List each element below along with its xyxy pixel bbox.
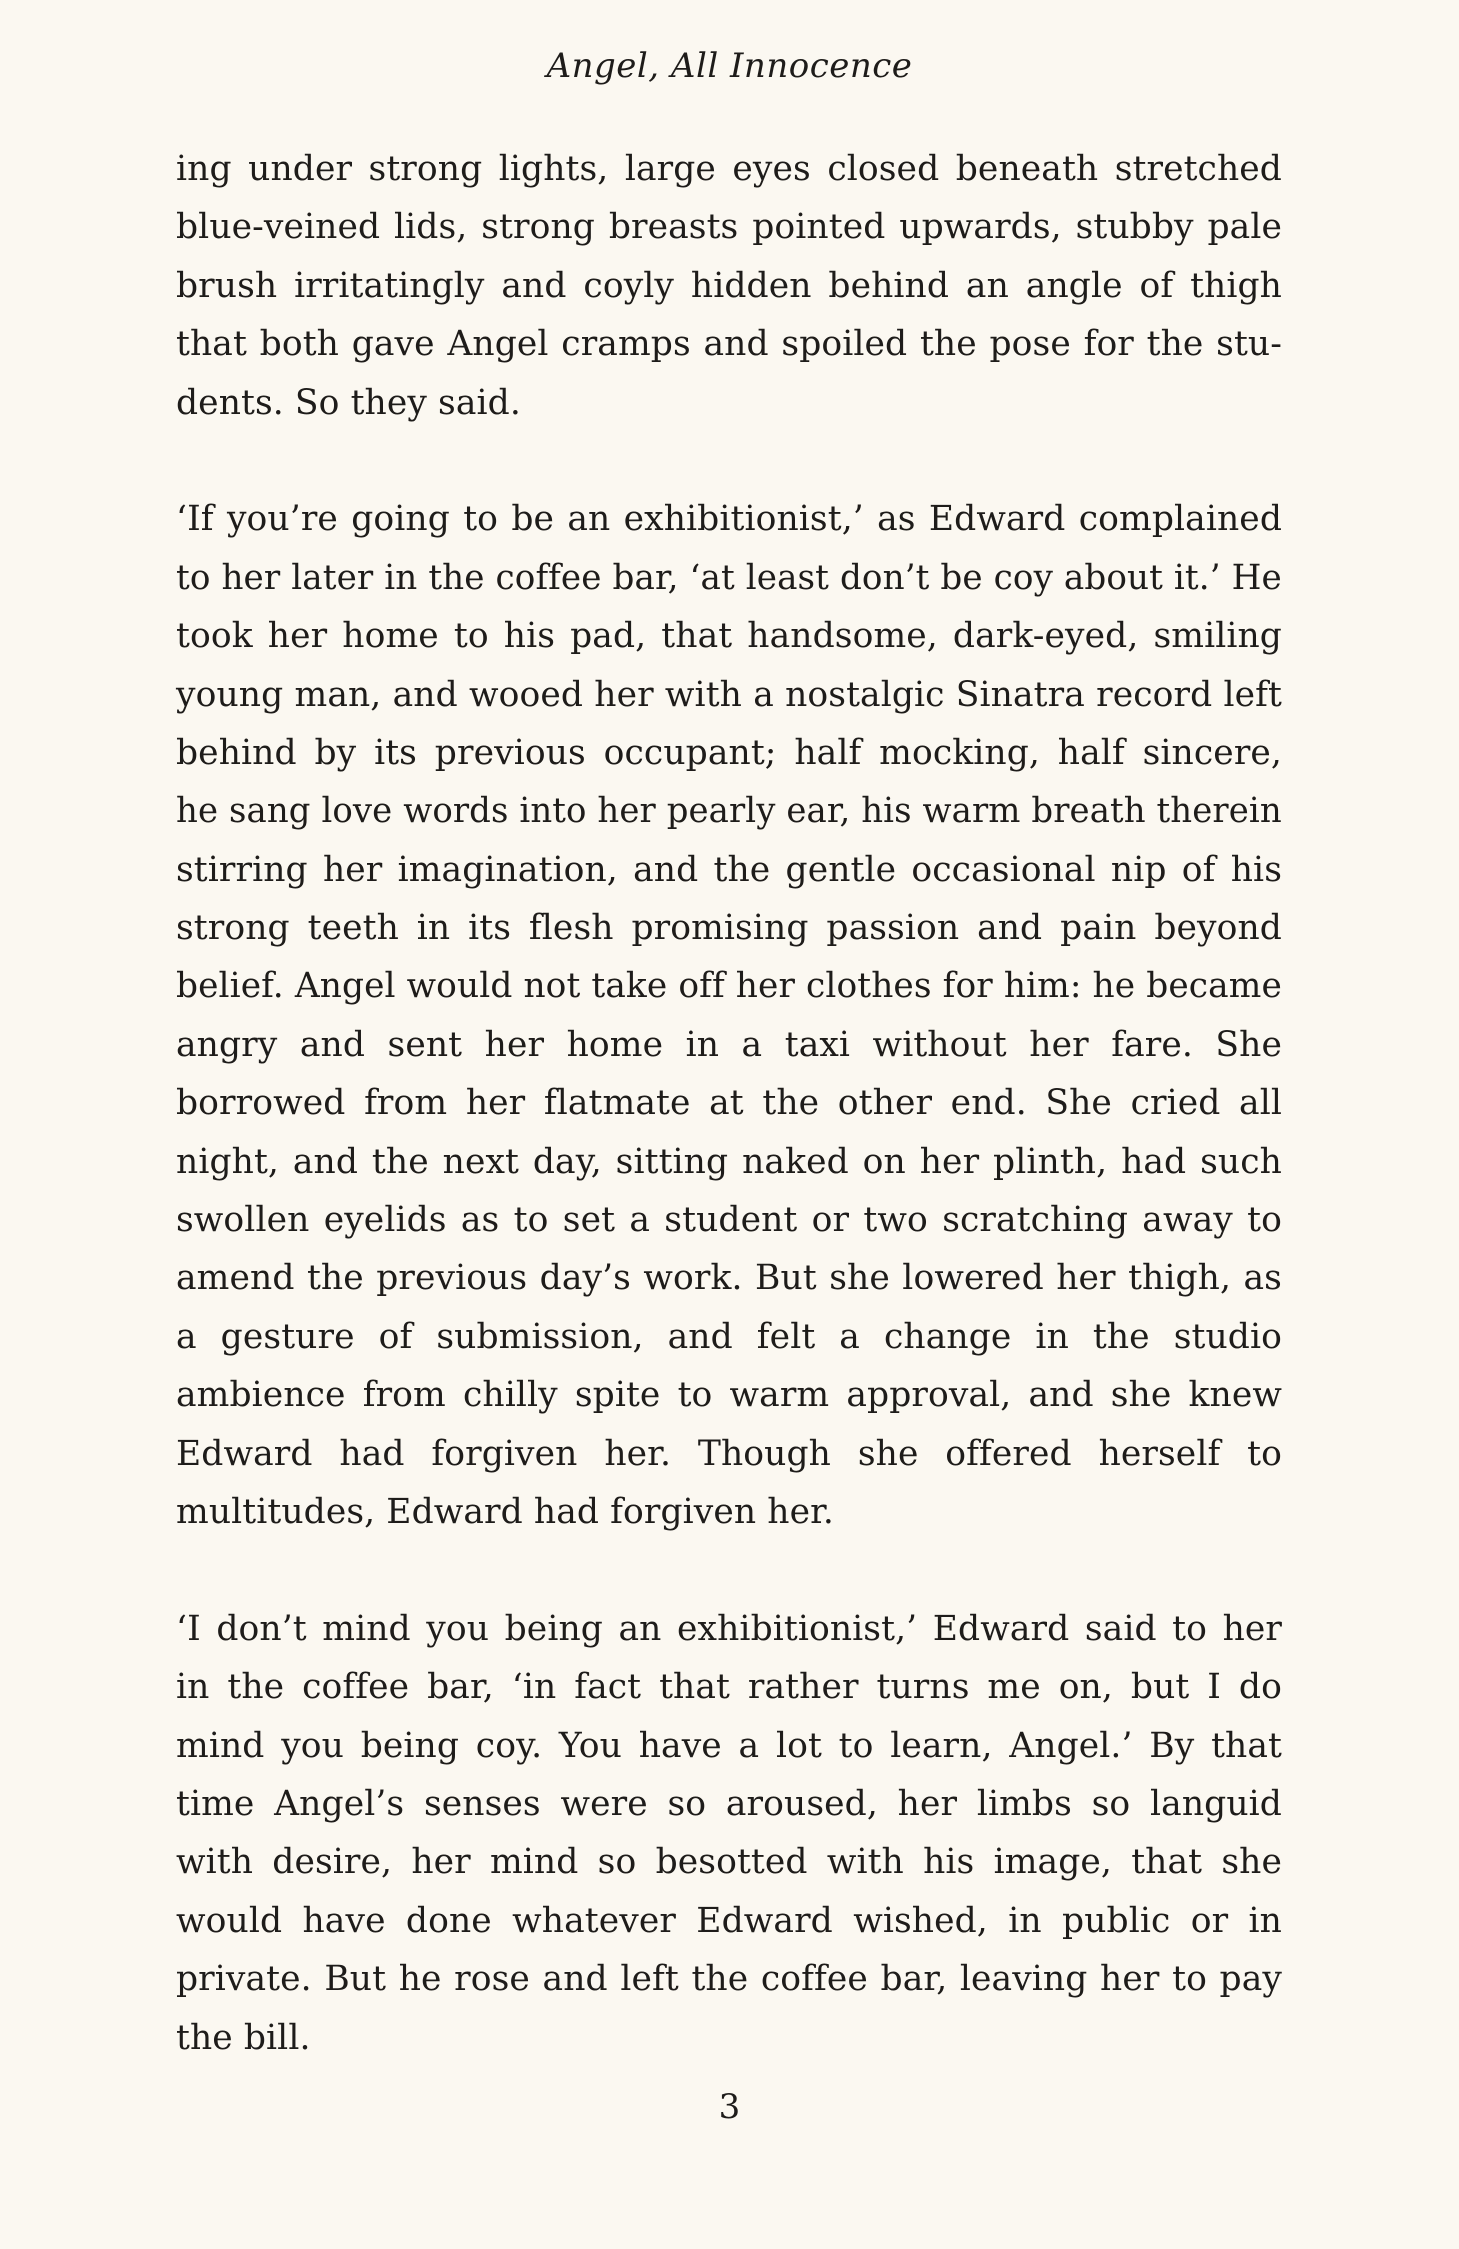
paragraph-3 — [176, 1600, 1282, 2067]
text-line: Edward had forgiven her. Though she offered herself to — [176, 1433, 1282, 1474]
text-line: ‘I don’t mind you being an exhibitionist,’ Edward said to her — [176, 1608, 1282, 1649]
text-line: took her home to his pad, that handsome, dark-eyed, smiling — [176, 616, 1282, 657]
text-line: ing under strong lights, large eyes closed beneath stretched — [176, 149, 1282, 189]
text-line: private. But he rose and left the coffee bar, leaving her to pay — [176, 1959, 1282, 2000]
text-line: with desire, her mind so besotted with his image, that she — [176, 1842, 1282, 1883]
page-number: 3 — [718, 2087, 741, 2127]
text-line: he sang love words into her pearly ear, his warm breath therein — [176, 791, 1282, 832]
text-line: a gesture of submission, and felt a change in the studio — [176, 1316, 1282, 1357]
text-line: night, and the next day, sitting naked on her plinth, had such — [176, 1141, 1282, 1182]
running-head: Angel, All Innocence — [546, 46, 913, 86]
text-line: swollen eyelids as to set a student or two scratching away to — [176, 1200, 1282, 1241]
text-line: stirring her imagination, and the gentle occasional nip of his — [176, 849, 1282, 890]
paragraph-gap — [176, 1541, 1282, 1599]
text-line: strong teeth in its flesh promising passion and pain beyond — [176, 908, 1282, 949]
text-line: blue-veined lids, strong breasts pointed upwards, stubby pale — [176, 207, 1282, 248]
text-line: ‘If you’re going to be an exhibitionist,’ as Edward complained — [176, 499, 1282, 540]
text-line: in the coffee bar, ‘in fact that rather turns me on, but I do — [176, 1667, 1282, 1708]
text-line: belief. Angel would not take off her clothes for him: he became — [176, 966, 1282, 1007]
text-line: time Angel’s senses were so aroused, her limbs so languid — [176, 1783, 1282, 1824]
text-line: dents. So they said. — [176, 382, 521, 423]
text-line: ambience from chilly spite to warm approval, and she knew — [176, 1375, 1282, 1416]
text-line: amend the previous day’s work. But she lowered her thigh, as — [176, 1258, 1282, 1299]
text-line: behind by its previous occupant; half mocking, half sincere, — [176, 732, 1282, 773]
text-line: would have done whatever Edward wished, in public or in — [176, 1900, 1282, 1941]
text-line: that both gave Angel cramps and spoiled the pose for the stu- — [176, 324, 1282, 365]
paragraph-gap — [176, 432, 1282, 490]
body-text — [176, 140, 1282, 2067]
text-line: young man, and wooed her with a nostalgic Sinatra record left — [176, 674, 1282, 715]
paragraph-1 — [176, 140, 1282, 432]
paragraph-2 — [176, 490, 1282, 1541]
text-line: mind you being coy. You have a lot to learn, Angel.’ By that — [176, 1725, 1282, 1766]
text-line: brush irritatingly and coyly hidden behind an angle of thigh — [176, 265, 1282, 306]
text-line: the bill. — [176, 2017, 311, 2058]
text-line: angry and sent her home in a taxi without her fare. She — [176, 1024, 1282, 1065]
text-line: multitudes, Edward had forgiven her. — [176, 1491, 834, 1532]
text-line: to her later in the coffee bar, ‘at least don’t be coy about it.’ He — [176, 557, 1282, 598]
text-line: borrowed from her flatmate at the other end. She cried all — [176, 1083, 1282, 1124]
